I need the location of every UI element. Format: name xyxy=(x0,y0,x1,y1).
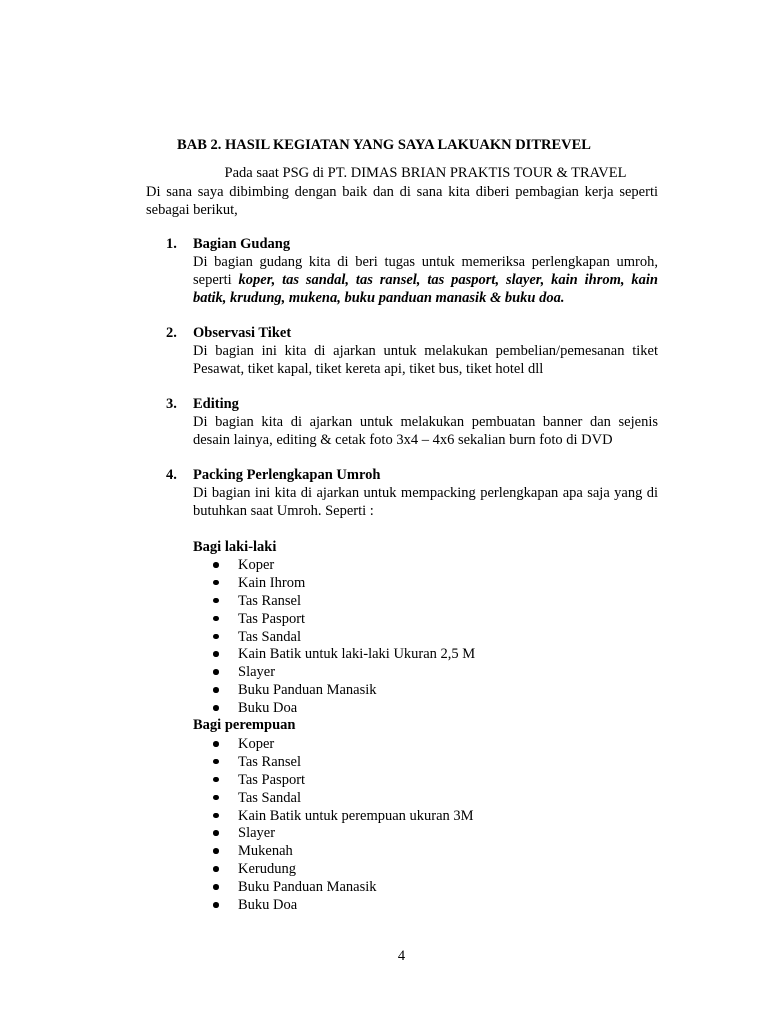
section-title: Observasi Tiket xyxy=(193,325,292,341)
list-item: Slayer xyxy=(213,663,475,681)
bullet-icon xyxy=(213,848,219,854)
bullet-icon xyxy=(213,616,219,622)
bullet-icon xyxy=(213,813,219,819)
page-number: 4 xyxy=(397,948,406,964)
list-item: Tas Pasport xyxy=(213,610,475,628)
list-item: Tas Ransel xyxy=(213,592,475,610)
bullet-icon xyxy=(213,705,219,711)
list-item: Kain Batik untuk laki-laki Ukuran 2,5 M xyxy=(213,645,475,663)
women-list-label: Bagi perempuan xyxy=(193,717,296,733)
section-body: Di bagian kita di ajarkan untuk melakukan pembuatan banner dan sejenis desain lainya, editing & cetak foto 3x4 – 4x6 sekalian burn foto di DVD xyxy=(193,414,658,448)
section-number: 4. xyxy=(166,467,177,483)
section-body-text: Di bagian gudang kita di beri tugas untuk memeriksa perlengkapan umroh, seperti xyxy=(193,254,658,288)
bullet-icon xyxy=(213,669,219,675)
bullet-icon xyxy=(213,902,219,908)
intro-line: Pada saat PSG di PT. DIMAS BRIAN PRAKTIS TOUR & TRAVEL xyxy=(224,165,627,181)
bullet-icon xyxy=(213,634,219,640)
section-observasi-tiket xyxy=(146,324,658,378)
page-title: BAB 2. HASIL KEGIATAN YANG SAYA LAKUAKN DITREVEL xyxy=(177,137,591,153)
list-item: Kain Ihrom xyxy=(213,574,475,592)
section-bagian-gudang xyxy=(146,235,658,307)
section-number: 2. xyxy=(166,325,177,341)
list-item: Buku Doa xyxy=(213,896,474,914)
bullet-icon xyxy=(213,598,219,604)
section-body xyxy=(193,253,658,307)
bullet-icon xyxy=(213,562,219,568)
list-item: Kerudung xyxy=(213,860,474,878)
section-body: Di bagian ini kita di ajarkan untuk melakukan pembelian/pemesanan tiket Pesawat, tiket kapal, tiket kereta api, tiket bus, tiket hotel dll xyxy=(193,343,658,377)
bullet-icon xyxy=(213,759,219,765)
bullet-icon xyxy=(213,777,219,783)
section-title: Packing Perlengkapan Umroh xyxy=(193,467,381,483)
section-editing xyxy=(146,395,658,449)
section-number: 1. xyxy=(166,236,177,252)
bullet-icon xyxy=(213,651,219,657)
bullet-icon xyxy=(213,795,219,801)
list-item: Tas Ransel xyxy=(213,753,474,771)
women-list xyxy=(213,735,474,914)
section-body-emphasis: koper, tas sandal, tas ransel, tas pasport, slayer, kain ihrom, kain batik, krudung, mukena, buku panduan manasik & buku doa. xyxy=(193,272,658,306)
list-item: Mukenah xyxy=(213,842,474,860)
bullet-icon xyxy=(213,741,219,747)
list-item: Koper xyxy=(213,735,474,753)
bullet-icon xyxy=(213,687,219,693)
list-item: Buku Panduan Manasik xyxy=(213,681,475,699)
section-title: Bagian Gudang xyxy=(193,236,291,252)
section-title: Editing xyxy=(193,396,239,412)
list-item: Kain Batik untuk perempuan ukuran 3M xyxy=(213,807,474,825)
bullet-icon xyxy=(213,866,219,872)
list-item: Tas Sandal xyxy=(213,789,474,807)
section-packing-perlengkapan xyxy=(146,466,658,520)
list-item: Koper xyxy=(213,556,475,574)
list-item: Buku Panduan Manasik xyxy=(213,878,474,896)
list-item: Slayer xyxy=(213,824,474,842)
men-list-label: Bagi laki-laki xyxy=(193,539,277,555)
bullet-icon xyxy=(213,830,219,836)
bullet-icon xyxy=(213,580,219,586)
bullet-icon xyxy=(213,884,219,890)
men-list xyxy=(213,556,475,717)
section-body: Di bagian ini kita di ajarkan untuk mempacking perlengkapan apa saja yang di butuhkan saat Umroh. Seperti : xyxy=(193,485,658,519)
list-item: Tas Pasport xyxy=(213,771,474,789)
list-item: Tas Sandal xyxy=(213,628,475,646)
section-number: 3. xyxy=(166,396,177,412)
list-item: Buku Doa xyxy=(213,699,475,717)
intro-paragraph: Di sana saya dibimbing dengan baik dan di sana kita diberi pembagian kerja seperti sebagai berikut, xyxy=(146,184,658,218)
